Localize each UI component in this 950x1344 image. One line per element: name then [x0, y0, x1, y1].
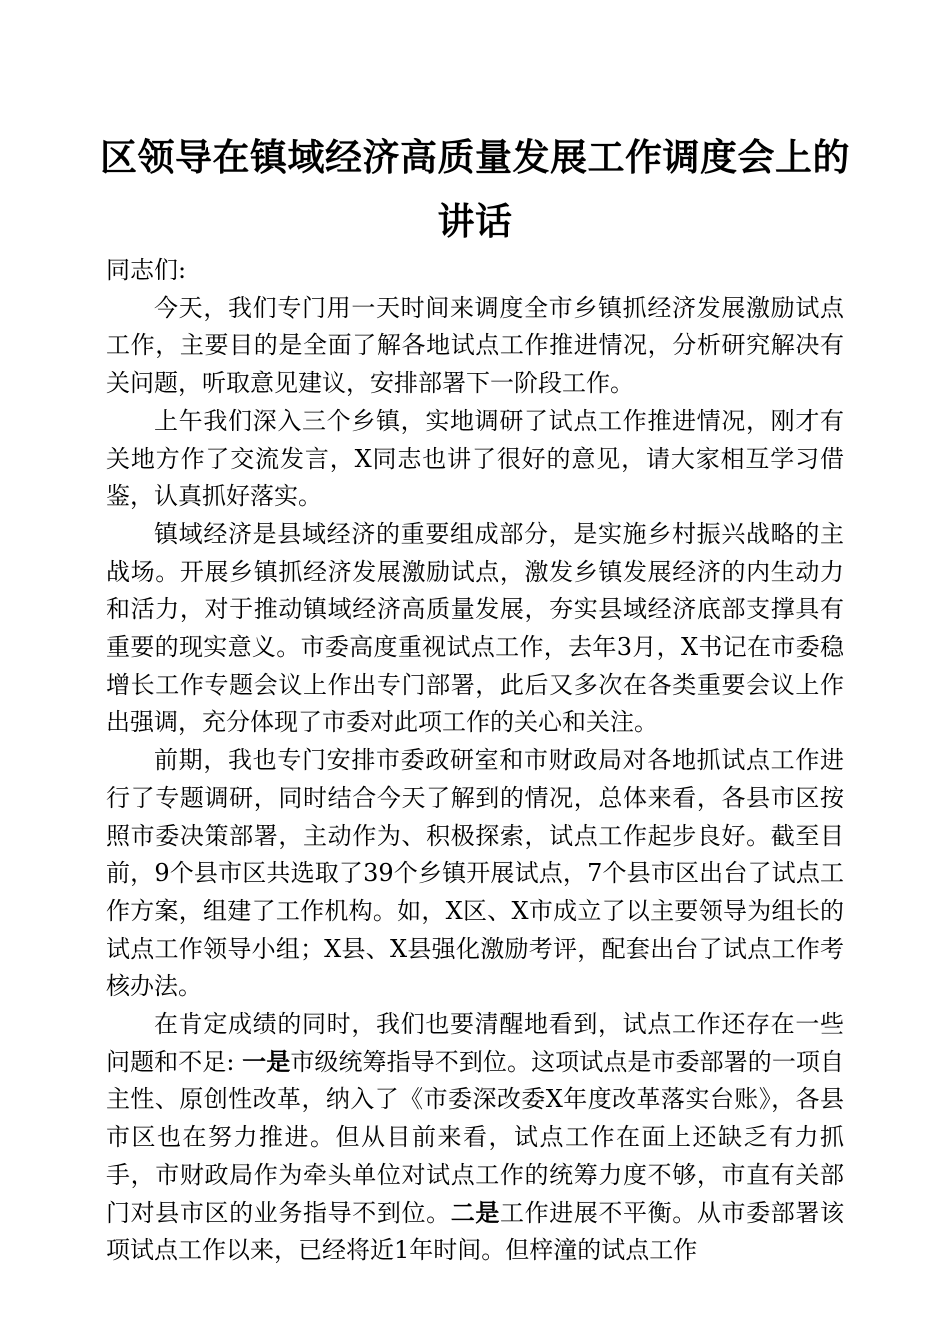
- point-2-text: 工作进展不平衡。从市委部署该项试点工作以来，已经将近1年时间。但梓潼的试点工作: [106, 1198, 845, 1265]
- salutation: 同志们:: [106, 256, 187, 284]
- point-1-label: 一是: [242, 1047, 291, 1076]
- paragraph-5: [106, 1006, 844, 1270]
- paragraph-1: 今天，我们专门用一天时间来调度全市乡镇抓经济发展激励试点工作，主要目的是全面了解各地试点工作推进情况，分析研究解决有关问题，听取意见建议，安排部署下一阶段工作。: [106, 293, 844, 398]
- paragraph-3: 镇域经济是县域经济的重要组成部分，是实施乡村振兴战略的主战场。开展乡镇抓经济发展激励试点，激发乡镇发展经济的内生动力和活力，对于推动镇域经济高质量发展，夯实县域经济底部支撑具有重要的现实意义。市委高度重视试点工作，去年3月，X书记在市委稳增长工作专题会议上作出专门部署，此后又多次在各类重要会议上作出强调，充分体现了市委对此项工作的关心和关注。: [106, 519, 844, 737]
- paragraph-4: 前期，我也专门安排市委政研室和市财政局对各地抓试点工作进行了专题调研，同时结合今天了解到的情况，总体来看，各县市区按照市委决策部署，主动作为、积极探索，试点工作起步良好。截至目前，9个县市区共选取了39个乡镇开展试点，7个县市区出台了试点工作方案，组建了工作机构。如，X区、X市成立了以主要领导为组长的试点工作领导小组；X县、X县强化激励考评，配套出台了试点工作考核办法。: [106, 746, 844, 1001]
- point-2-label: 二是: [450, 1198, 500, 1227]
- paragraph-5-intro: 在肯定成绩的同时，我们也要清醒地看到，试点工作还存在一些问题和不足:: [106, 1010, 844, 1076]
- point-1-text: 市级统筹指导不到位。这项试点是市委部署的一项自主性、原创性改革，纳入了《市委深改委X年度改革落实台账》，各县市区也在努力推进。但从目前来看，试点工作在面上还缺乏有力抓手，市财政局作为牵头单位对试点工作的统筹力度不够，市直有关部门对县市区的业务指导不到位。: [106, 1047, 844, 1227]
- document-body: [106, 252, 844, 1270]
- document-title: 区领导在镇域经济高质量发展工作调度会上的讲话: [100, 136, 850, 243]
- paragraph-2: 上午我们深入三个乡镇，实地调研了试点工作推进情况，刚才有关地方作了交流发言，X同志也讲了很好的意见，请大家相互学习借鉴，认真抓好落实。: [106, 406, 844, 511]
